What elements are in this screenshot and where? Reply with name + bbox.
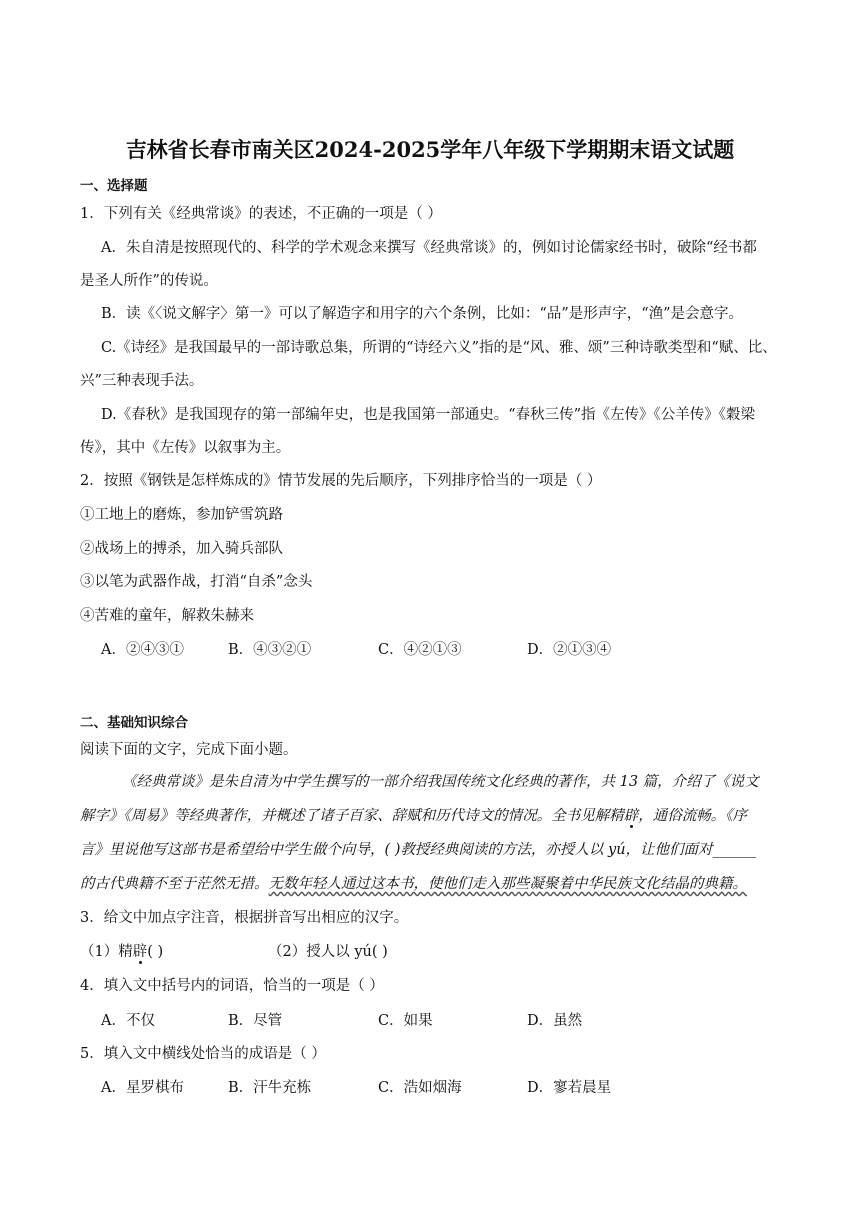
question-3-part-1: [80, 942, 163, 962]
fill-blank: ______: [712, 842, 757, 858]
question-2-item: ④苦难的童年，解救朱赫来: [80, 608, 254, 624]
reading-instruction: 阅读下面的文字，完成下面小题。: [80, 742, 298, 758]
question-5-stem: 5．填入文中横线处恰当的成语是（ ）: [80, 1046, 326, 1062]
question-2-option: B．④③②①: [228, 642, 312, 658]
question-2-option: A．②④③①: [101, 642, 184, 658]
question-3-part-1-text: （1）精: [80, 944, 133, 960]
question-5-option: C．浩如烟海: [378, 1080, 462, 1096]
question-4-option: A．不仅: [101, 1013, 155, 1029]
question-2-item: ②战场上的搏杀，加入骑兵部队: [80, 541, 283, 557]
passage-line: [80, 874, 747, 894]
question-1-option-d-line2: 传》，其中《左传》以叙事为主。: [80, 440, 291, 456]
passage-text: 的古代典籍不至于茫然无措。: [80, 876, 269, 892]
emphasis-dotted-char: 辟: [132, 944, 148, 960]
question-4-option: D．虽然: [527, 1013, 583, 1029]
question-2-option: D．②①③④: [527, 642, 612, 658]
question-2-stem: 2．按照《钢铁是怎样炼成的》情节发展的先后顺序，下列排序恰当的一项是（ ）: [80, 473, 602, 489]
question-2-option: C．④②①③: [378, 642, 462, 658]
page-title: 吉林省长春市南关区2024-2025学年八年级下学期期末语文试题: [125, 137, 735, 162]
wavy-underlined-sentence: 无数年轻人通过这本书，使他们走入那些凝聚着中华民族文化结晶的典籍。: [268, 876, 747, 892]
passage-text: 解字》《周易》等经典著作，并概述了诸子百家、辞赋和历代诗文的情况。全书见解精: [80, 808, 624, 824]
question-1-option-d-line1: D.《春秋》是我国现存的第一部编年史，也是我国第一部通史。“春秋三传”指《左传》《公羊传》《穀梁: [101, 407, 756, 423]
question-5-option: B．汗牛充栋: [228, 1080, 312, 1096]
question-5-option: D．寥若晨星: [527, 1080, 612, 1096]
question-3-part-2: （2）授人以 yú( ): [268, 944, 388, 960]
question-1-stem: 1．下列有关《经典常谈》的表述，不正确的一项是（ ）: [80, 206, 442, 222]
emphasis-dotted-char: 辟: [623, 808, 639, 824]
question-1-option-a-line1: A．朱自清是按照现代的、科学的学术观念来撰写《经典常谈》的，例如讨论儒家经书时，破除“经书都: [101, 240, 757, 256]
answer-blank: ( ): [147, 944, 164, 960]
passage-text: 言》里说他写这部书是希望给中学生做个向导，( )教授经典阅读的方法，亦授人以 yú，让他们面对: [80, 842, 713, 858]
question-4-stem: 4．填入文中括号内的词语，恰当的一项是（ ）: [80, 978, 384, 994]
question-1-option-b: B．读《〈说文解字〉第一》可以了解造字和用字的六个条例，比如：“品”是形声字，“渔”是会意字。: [101, 306, 744, 322]
question-4-option: B．尽管: [228, 1013, 283, 1029]
passage-line: [80, 806, 747, 826]
question-4-option: C．如果: [378, 1013, 433, 1029]
question-3-stem: 3．给文中加点字注音，根据拼音写出相应的汉字。: [80, 910, 409, 926]
passage-line: 《经典常谈》是朱自清为中学生撰写的一部介绍我国传统文化经典的著作，共 13 篇，介绍了《说文: [122, 774, 759, 790]
section-heading-knowledge: 二、基础知识综合: [80, 715, 188, 731]
question-2-item: ③以笔为武器作战，打消“自杀”念头: [80, 574, 313, 590]
question-1-option-c-line2: 兴”三种表现手法。: [80, 373, 204, 389]
question-5-option: A．星罗棋布: [101, 1080, 184, 1096]
question-2-item: ①工地上的磨炼，参加铲雪筑路: [80, 507, 283, 523]
section-heading-choice: 一、选择题: [80, 178, 148, 194]
question-1-option-a-line2: 是圣人所作”的传说。: [80, 273, 218, 289]
passage-line: [80, 840, 756, 860]
passage-text: ，通俗流畅。《序: [638, 808, 747, 824]
question-1-option-c-line1: C.《诗经》是我国最早的一部诗歌总集，所谓的“诗经六义”指的是“风、雅、颂”三种诗歌类型和“赋、比、: [101, 340, 777, 356]
